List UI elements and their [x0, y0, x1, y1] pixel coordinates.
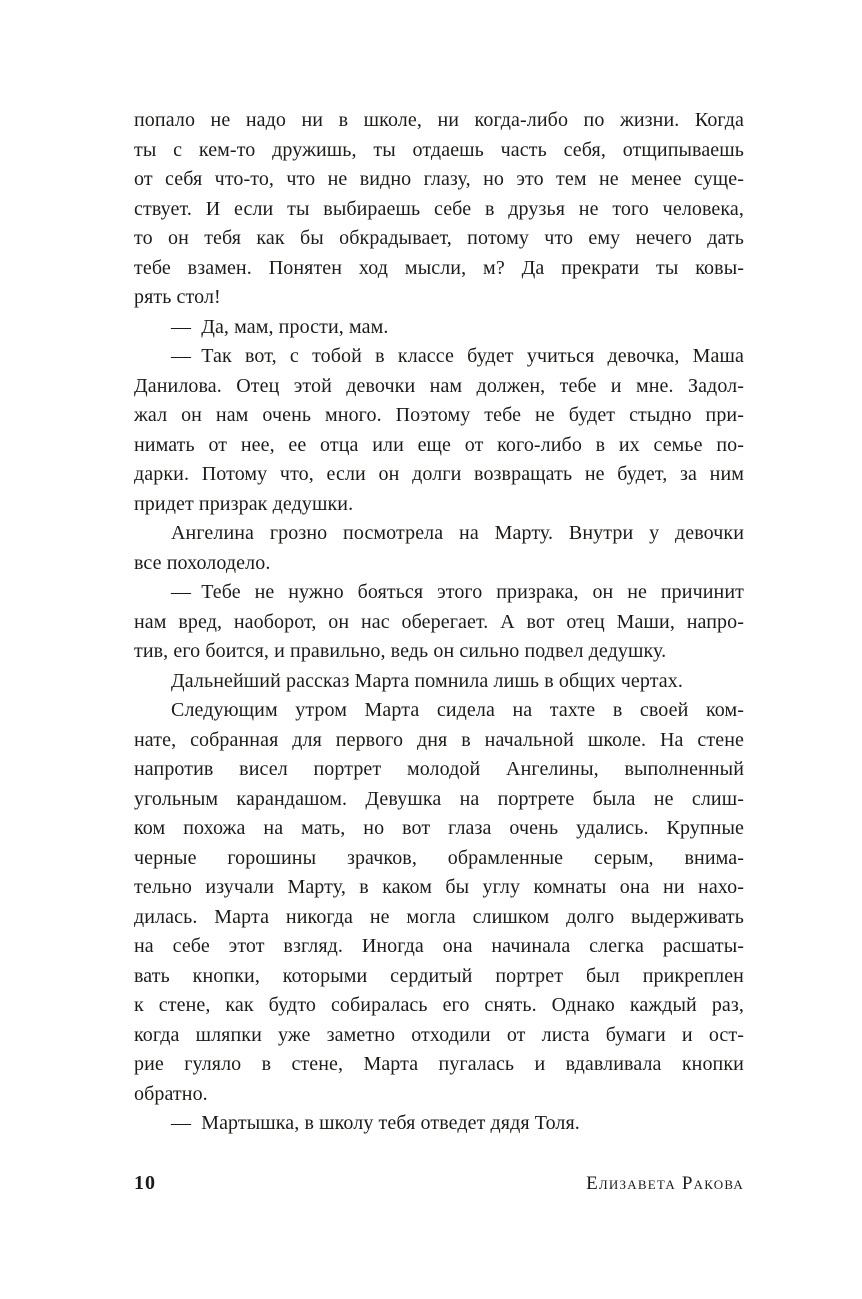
text-line: нам вред, наоборот, он нас оберегает. А вот отец Маши, напро- — [134, 610, 744, 633]
paragraph — [134, 106, 744, 313]
paragraph — [134, 578, 744, 667]
text-line: обратно. — [134, 1082, 208, 1105]
text-line: Данилова. Отец этой девочки нам должен, тебе и мне. Задол- — [134, 374, 744, 397]
paragraph — [134, 313, 744, 343]
text-line: напротив висел портрет молодой Ангелины, выполненный — [134, 758, 744, 780]
text-line: ствует. И если ты выбираешь себе в друзья не того человека, — [134, 197, 744, 220]
paragraph — [134, 519, 744, 578]
text-line: когда шляпки уже заметно отходили от листа бумаги и ост- — [134, 1023, 744, 1046]
text-line: рять стол! — [134, 286, 221, 308]
text-line: вать кнопки, которыми сердитый портрет был прикреплен — [134, 964, 744, 987]
text-line: Следующим утром Марта сидела на тахте в своей ком- — [171, 699, 744, 721]
text-line: тив, его боится, и правильно, ведь он сильно подвел дедушку. — [134, 640, 667, 662]
paragraph — [134, 342, 744, 519]
text-line: попало не надо ни в школе, ни когда-либо по жизни. Когда — [134, 109, 744, 131]
text-line: то он тебя как бы обкрадывает, потому что ему нечего дать — [134, 227, 744, 249]
text-line: ты с кем-то дружишь, ты отдаешь часть себя, отщипываешь — [134, 138, 744, 161]
text-line: к стене, как будто собиралась его снять. Однако каждый раз, — [134, 994, 744, 1016]
page-footer — [134, 1172, 744, 1202]
text-line: на себе этот взгляд. Иногда она начинала слегка расшаты- — [134, 935, 744, 957]
text-line: ком похожа на мать, но вот глаза очень удались. Крупные — [134, 817, 744, 839]
paragraph — [134, 667, 744, 697]
text-line: нимать от нее, ее отца или еще от кого-либо в их семье по- — [134, 433, 744, 456]
text-line: угольным карандашом. Девушка на портрете была не слиш- — [134, 787, 744, 810]
text-line: — Да, мам, прости, мам. — [171, 315, 389, 338]
text-line: дилась. Марта никогда не могла слишком долго выдерживать — [134, 905, 744, 928]
paragraph — [134, 1109, 744, 1139]
text-line: — Тебе не нужно бояться этого призрака, он не причинит — [171, 581, 744, 603]
text-line: жал он нам очень много. Поэтому тебе не будет стыдно при- — [134, 404, 744, 426]
text-line: Ангелина грозно посмотрела на Марту. Внутри у девочки — [171, 522, 744, 544]
text-line: тельно изучали Марту, в каком бы углу комнаты она ни нахо- — [134, 876, 744, 898]
text-line: Дальнейший рассказ Марта помнила лишь в общих чертах. — [171, 669, 683, 692]
text-line: все похолодело. — [134, 551, 271, 574]
text-line: придет призрак дедушки. — [134, 492, 354, 515]
text-block — [134, 106, 744, 1139]
running-author: Елизавета Ракова — [586, 1173, 744, 1194]
text-line: тебе взамен. Понятен ход мысли, м? Да прекрати ты ковы- — [134, 256, 744, 279]
text-line: — Мартышка, в школу тебя отведет дядя Толя. — [171, 1112, 580, 1134]
paragraph — [134, 696, 744, 1109]
text-line: дарки. Потому что, если он долги возвращать не будет, за ним — [134, 463, 744, 485]
text-line: рие гуляло в стене, Марта пугалась и вдавливала кнопки — [134, 1053, 744, 1075]
page-number: 10 — [134, 1172, 156, 1194]
text-line: нате, собранная для первого дня в начальной школе. На стене — [134, 728, 744, 751]
text-line: от себя что-то, что не видно глазу, но это тем не менее суще- — [134, 168, 744, 190]
text-line: черные горошины зрачков, обрамленные серым, внима- — [134, 846, 744, 869]
text-line: — Так вот, с тобой в классе будет учиться девочка, Маша — [171, 345, 744, 367]
